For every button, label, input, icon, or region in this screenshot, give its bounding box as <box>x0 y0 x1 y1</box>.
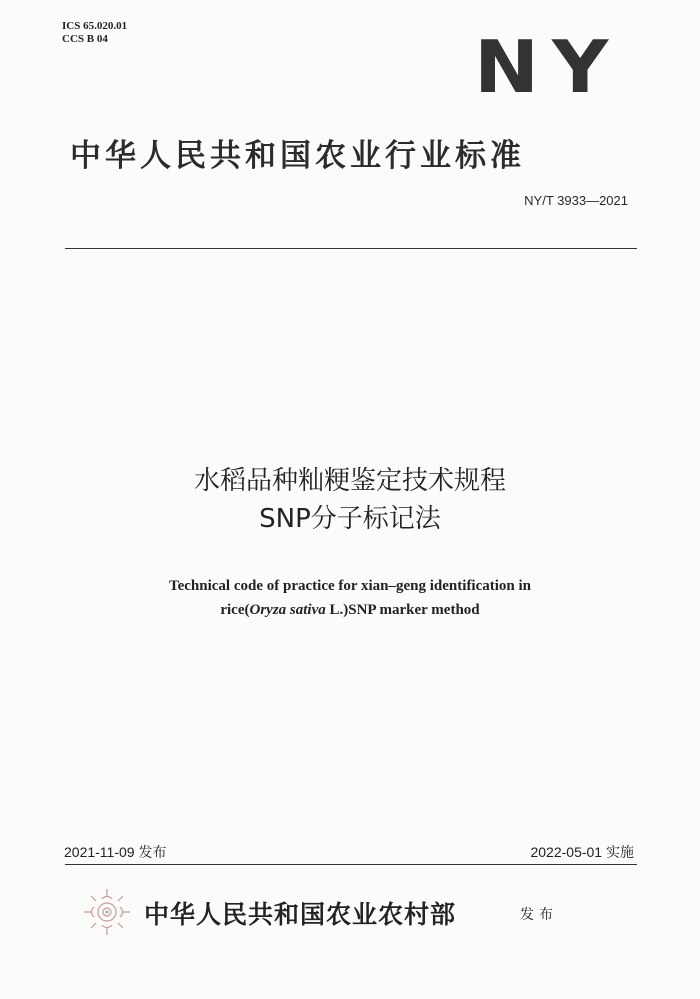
english-title-species: Oryza sativa <box>249 602 326 618</box>
issuing-authority: 中华人民共和国农业农村部 <box>144 900 457 929</box>
chinese-title <box>0 462 700 538</box>
english-title-prefix: rice( <box>220 602 250 618</box>
publish-date: 2021-11-09 发布 <box>64 844 167 860</box>
ics-code: ICS 65.020.01 <box>62 20 128 32</box>
issue-label: 发布 <box>520 907 558 923</box>
top-divider <box>65 248 637 249</box>
english-title-line-2 <box>0 598 700 622</box>
ny-logo: NY <box>474 25 622 109</box>
bottom-divider <box>65 864 637 865</box>
standard-number: NY/T 3933—2021 <box>524 193 628 208</box>
english-title <box>0 574 700 622</box>
classification-codes <box>62 20 127 46</box>
ministry-emblem-icon <box>80 885 134 939</box>
chinese-title-line-1: 水稻品种籼粳鉴定技术规程 <box>193 466 506 496</box>
standard-category-title: 中华人民共和国农业行业标准 <box>70 138 525 174</box>
chinese-title-line-2: SNP分子标记法 <box>259 504 441 534</box>
english-title-line-1: Technical code of practice for xian–geng identification in <box>168 578 532 594</box>
ccs-code: CCS B 04 <box>62 33 108 45</box>
english-title-suffix: L.)SNP marker method <box>325 602 480 618</box>
implementation-date: 2022-05-01 实施 <box>530 844 634 860</box>
